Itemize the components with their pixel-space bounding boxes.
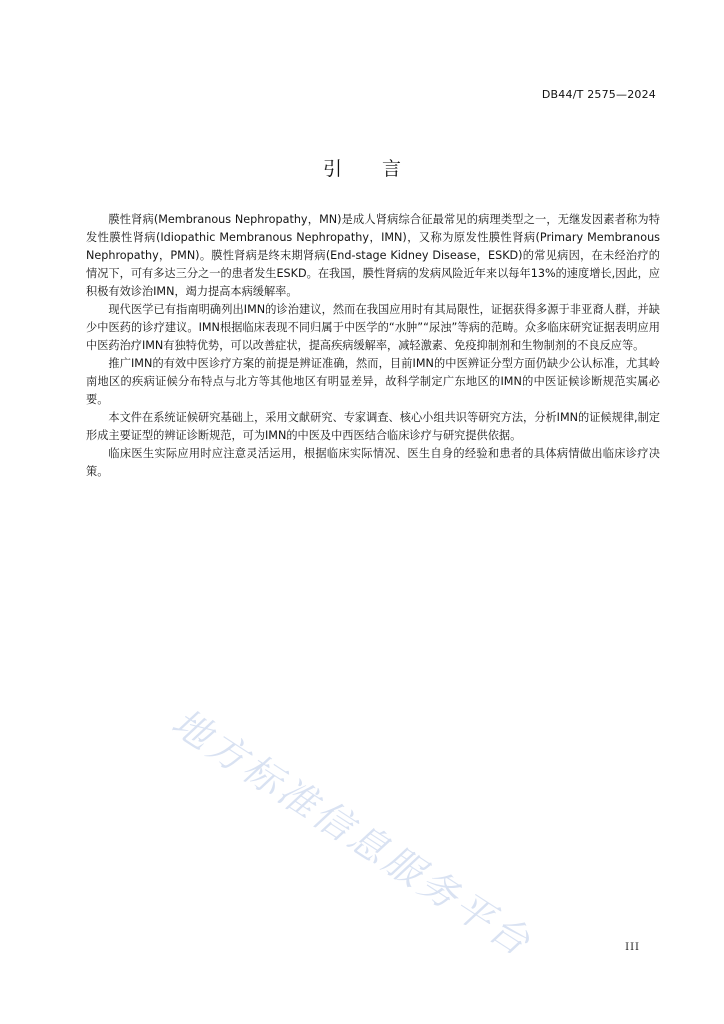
watermark: 地方标准信息服务平台 xyxy=(164,699,541,966)
section-title: 引言 xyxy=(322,158,441,180)
paragraph-1: 膜性肾病(Membranous Nephropathy，MN)是成人肾病综合征最常见的病理类型之一，无继发因素者称为特发性膜性肾病(Idiopathic Membranous Nephropathy，IMN)，又称为原发性膜性肾病(Primary Membranous Nephropathy，PMN)。膜性肾病是终末期肾病(End-stage Kidney Disease，ESKD)的常见病因，在未经治疗的情况下，可有多达三分之一的患者发生ESKD。在我国，膜性肾病的发病风险近年来以每年13%的速度增长,因此，应积极有效诊治IMN，竭力提高本病缓解率。 xyxy=(86,213,660,298)
paragraph-2: 现代医学已有指南明确列出IMN的诊治建议，然而在我国应用时有其局限性，证据获得多源于非亚裔人群，并缺少中医药的诊疗建议。IMN根据临床表现不同归属于中医学的“水肿”“尿浊”等病的范畴。众多临床研究证据表明应用中医药治疗IMN有独特优势，可以改善症状，提高疾病缓解率，减轻激素、免疫抑制剂和生物制剂的不良反应等。 xyxy=(86,303,660,352)
document-code: DB44/T 2575—2024 xyxy=(541,88,656,101)
paragraph-5: 临床医生实际应用时应注意灵活运用，根据临床实际情况、医生自身的经验和患者的具体病情做出临床诊疗决策。 xyxy=(86,447,660,478)
paragraph-4: 本文件在系统证候研究基础上，采用文献研究、专家调查、核心小组共识等研究方法，分析IMN的证候规律,制定形成主要证型的辨证诊断规范，可为IMN的中医及中西医结合临床诊疗与研究提供依据。 xyxy=(86,411,660,442)
paragraph-3: 推广IMN的有效中医诊疗方案的前提是辨证准确，然而，目前IMN的中医辨证分型方面仍缺少公认标准，尤其岭南地区的疾病证候分布特点与北方等其他地区有明显差异，故科学制定广东地区的IMN的中医证候诊断规范实属必要。 xyxy=(86,357,660,406)
body-text xyxy=(86,211,660,481)
page-number: III xyxy=(625,942,640,953)
